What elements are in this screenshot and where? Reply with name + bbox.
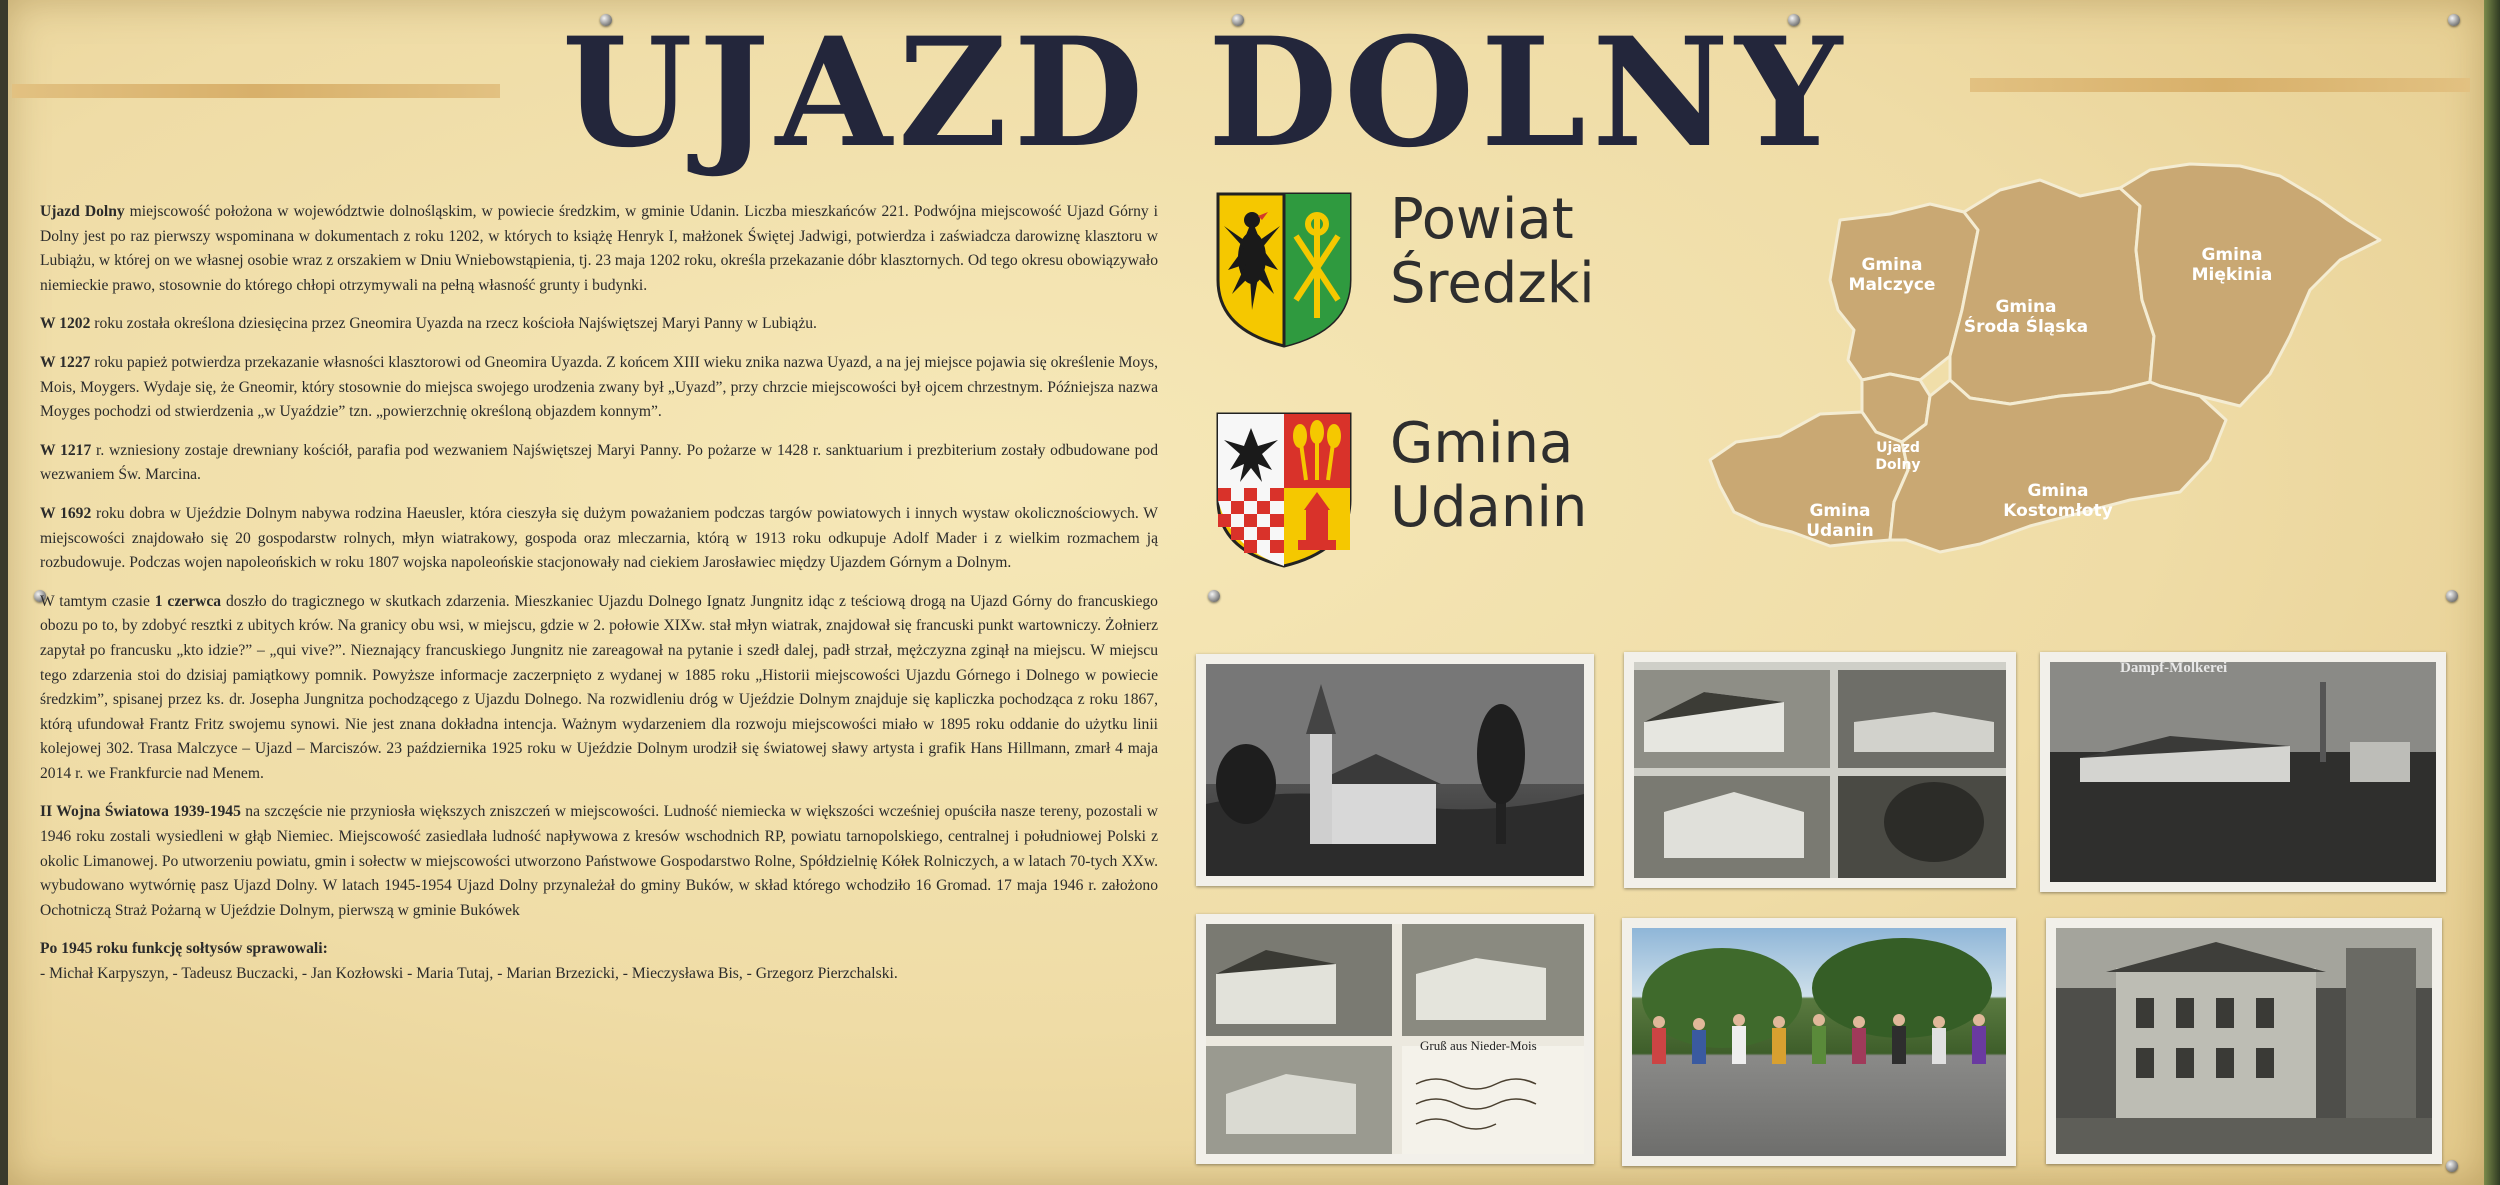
photo-church (1196, 654, 1594, 886)
title-rule-right (1970, 78, 2470, 92)
soltys-heading: Po 1945 roku funkcję sołtysów sprawowali: (40, 940, 328, 958)
paragraph: W 1692 roku dobra w Ujeździe Dolnym nabywa rodzina Haeusler, która cieszyła się dużym poważaniem podczas targów powiatowych i innych wystaw okolicznościowych. W miejscowości znajdowało się 20 gospodarstw rolnych, młyn wiatrakowy, gospoda oraz mleczarnia, którą w 1913 roku odkupuje Adolf Mader i z wielkim rozmachem ją rozbudowuje. Podczas wojen napoleońskich w roku 1807 wojska napoleońskie stacjonowały nad ciekiem Jarosławiec między Ujazdem Górnym a Dolnym. (40, 504, 1158, 572)
bolt (2446, 1160, 2458, 1172)
map-region-kostomloty (1890, 380, 2226, 552)
photo-old-postcards (1196, 914, 1594, 1164)
paragraph: II Wojna Światowa 1939-1945 na szczęście nie przyniosła większych zniszczeń w miejscowości. Ludność niemiecka w większości wcześniej opuściła nasze tereny, pozostali w 1946 roku zostali wysiedleni w głąb Niemiec. Miejscowość zasiedlała ludność napływowa z kresów wschodnich RP, powiatu tarnopolskiego, centralnej i południowej Polski z okolic Limanowej. Po utworzeniu powiatu, gmin i sołectw w miejscowości utworzono Państwowe Gospodarstwo Rolne, Spółdzielnię Kółek Rolniczych, a w latach 70-tych XXw. wybudowano wytwórnię pasz Ujazd Dolny. W latach 1945-1954 Ujazd Dolny przynależał do gminy Buków, w skład którego wchodziło 16 Gromad. 17 maja 1946 r. założono Ochotniczą Straż Pożarną w Ujeździe Dolnym, pierwszą w gminie Bukówek (40, 803, 1158, 919)
map-label-ujazd-dolny: Ujazd Dolny (1875, 440, 1921, 473)
map-label-udanin: Gmina Udanin (1806, 501, 1874, 541)
gmina-label: Gmina Udanin (1390, 411, 1588, 540)
paragraph: W tamtym czasie 1 czerwca doszło do tragicznego w skutkach zdarzenia. Mieszkaniec Ujazdu Dolnego Ignatz Jungnitz idąc z teściową drogą na Ujazd Górny do francuskiego obozu po to, by zdobyć resztki z ubitych krów. Na granicy obu wsi, w miejscu, gdzie w 2. połowie XIXw. stał młyn wiatrak, znajdował się francuski punkt wartowniczy. Żołnierz zapytał po francusku „kto idzie?” – „qui vive?”. Nieznający francuskiego Jungnitz nie zareagował na pytanie i szedł dalej, padł strzał, mężczyzna zginął na miejscu. W miejscu tego zdarzenia stoi do dzisiaj pamiątkowy pomnik. Powyższe informacje zaczerpnięto z wydanej w 1885 roku „Historii miejscowości Ujazdu Górnego i Dolnego w powiecie średzkim”, spisanej przez ks. dr. Josepha Jungnitza pochodzącego z Ujazdu Dolnego. Na rozwidleniu dróg w Ujeździe Dolnym znajduje się kapliczka pochodząca z roku 1867, którą ufundował Frantz Fritz swojemu synowi. Nie jest znana dokładna intencja. Ważnym wydarzeniem dla rozwoju miejscowości miało w 1895 roku oddanie do użytku linii kolejowej 302. Trasa Malczyce – Ujazd – Marciszów. 23 października 1925 roku w Ujeździe Dolnym urodził się światowej sławy artysta i grafik Hans Hillmann, zmarł 4 maja 2014 r. we Frankfurcie nad Menem. (40, 592, 1158, 782)
photo-caption: Dampf-Molkerei (2120, 660, 2228, 676)
bolt (2448, 14, 2460, 26)
background-foliage (2484, 0, 2500, 1185)
paragraph: W 1217 r. wzniesiony zostaje drewniany kościół, parafia pod wezwaniem Najświętszej Maryi Panny. Po pożarze w 1428 r. sanktuarium i prezbiterium zostały odbudowane pod wezwaniem Św. Marcina. (40, 441, 1158, 484)
map-label-kostomloty: Gmina Kostomłoty (2003, 481, 2113, 521)
gmina-udanin-crest-icon (1214, 410, 1354, 568)
photo-old-villa (2046, 918, 2442, 1164)
paragraph: Ujazd Dolny miejscowość położona w województwie dolnośląskim, w powiecie średzkim, w gminie Udanin. Liczba mieszkańców 221. Podwójna miejscowość Ujazd Górny i Dolny jest po raz pierwszy wspominana w dokumentach z roku 1202, w których to książę Henryk I, małżonek Świętej Jadwigi, potwierdza i zaświadcza darowiznę klasztoru w Lubiążu, w której on we własnej osobie wraz z orszakiem w Dniu Wniebowstąpienia, tj. 23 maja 1202 roku, określa przekazanie dóbr klasztornych. Od tego okresu obowiązywało niemieckie prawo, stosownie do którego chłopi otrzymywali na pełną własność grunty i budynki. (40, 203, 1158, 294)
map-label-sroda-slaska: Gmina Środa Śląska (1963, 297, 2089, 337)
photo-group-people (1622, 918, 2016, 1166)
paragraph: W 1227 roku papież potwierdza przekazanie własności klasztorowi od Gneomira Uyazda. Z końcem XIII wieku znika nazwa Uyazd, a na jej miejsce pojawia się określenie Moys, Mois, Moygers. Wydaje się, że Gneomir, który stosownie do miejsca swojego urodzenia zwany był „Uyazd”, przy chrzcie miejscowości był ojcem chrzestnym. Późniejsza nazwa Moyges pochodzi od stwierdzenia „w Uyaździe” tzn. „powierzchnię określoną objazdem konnym”. (40, 353, 1158, 421)
bolt (2446, 590, 2458, 602)
photo-caption: Gruß aus Nieder-Mois (1420, 1038, 1537, 1053)
history-text (40, 200, 1158, 987)
map-label-miekinia: Gmina Miękinia (2191, 245, 2273, 285)
paragraph: W 1202 roku została określona dziesięcina przez Gneomira Uyazda na rzecz kościoła Najświętszej Maryi Panny w Lubiążu. (40, 315, 817, 333)
map-label-malczyce: Gmina Malczyce (1848, 255, 1936, 295)
soltys-list: - Michał Karpyszyn, - Tadeusz Buczacki, - Jan Kozłowski - Maria Tutaj, - Marian Brzezicki, - Mieczysława Bis, - Grzegorz Pierzchalski. (40, 965, 898, 983)
powiat-label: Powiat Średzki (1390, 187, 1595, 316)
photo-postcard-collage (1624, 652, 2016, 888)
district-map (1680, 160, 2400, 610)
title-rule-left (12, 84, 500, 98)
photo-dampf-molkerei (2040, 652, 2446, 892)
powiat-sredzki-crest-icon (1214, 190, 1354, 348)
map-region-sroda-slaska (1950, 180, 2154, 404)
page-title: UJAZD DOLNY (561, 5, 1849, 181)
bolt (1208, 590, 1220, 602)
map-region-miekinia (2120, 164, 2380, 406)
